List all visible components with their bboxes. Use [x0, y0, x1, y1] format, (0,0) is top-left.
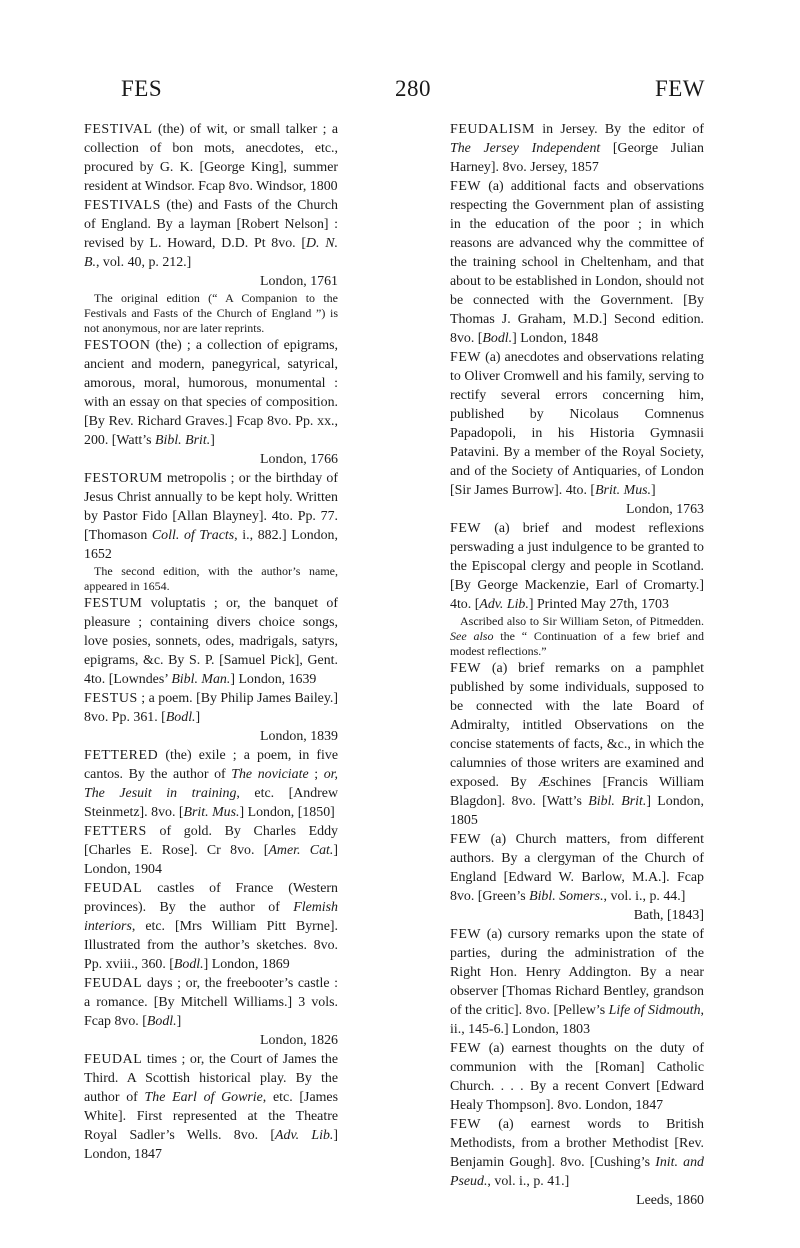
bibliography-entry: FESTUM voluptatis ; or, the banquet of pleasure ; containing divers choice songs, love posies, sonnets, odes, madrigals, satyrs, epigrams, &c. By S. P. [Samuel Pick], Gent. 4to. [Lowndes’ Bibl. Man.] London, 1639: [84, 596, 338, 687]
bibliography-entry: FETTERED (the) exile ; a poem, in five cantos. By the author of The noviciate ; or, The Jesuit in training, etc. [Andrew Steinmetz]. 8vo. [Brit. Mus.] London, [1850]: [84, 748, 339, 820]
bibliography-entry: FEW (a) additional facts and observations respecting the Government plan of assisting in the education of the poor ; in which reasons are advanced why the committee of the training school in Cheltenham, and that about to be established in London, should not be connected with the Government. [By Thomas J. Graham, M.D.] Second edition. 8vo. [Bodl.] London, 1848: [450, 179, 704, 346]
running-head-right: FEW: [654, 76, 705, 101]
bibliography-entry: FEW (a) brief and modest reflexions perswading a just indulgence to be granted to the Episcopal clergy and people in Scotland. [By George Mackenzie, Earl of Cromarty.] 4to. [Adv. Lib.] Printed May 27th, 1703: [450, 521, 704, 612]
entry-note: Ascribed also to Sir William Seton, of Pitmedden. See also the “ Continuation of a few brief and modest reflections.”: [450, 614, 704, 658]
bibliography-entry: FEUDAL castles of France (Western provinces). By the author of Flemish interiors, etc. [Mrs William Pitt Byrne]. Illustrated from the author’s sketches. 8vo. Pp. xviii., 360. [Bodl.] London, 1869: [84, 881, 338, 972]
entry-note: The original edition (“ A Companion to the Festivals and Fasts of the Church of England ”) is not anonymous, nor are later reprints.: [84, 291, 338, 335]
bibliography-entry: FESTIVAL (the) of wit, or small talker ; a collection of bon mots, anecdotes, etc., procured by G. K. [George King], summer resident at Windsor. Fcap 8vo. Windsor, 1800: [84, 122, 338, 194]
page-number: 280: [395, 76, 431, 101]
running-head: [121, 76, 705, 110]
bibliography-entry: FESTUS ; a poem. [By Philip James Bailey.] 8vo. Pp. 361. [Bodl.] London, 1839: [84, 691, 338, 744]
right-column: [450, 120, 704, 1210]
bibliography-entry: FEUDAL days ; or, the freebooter’s castle : a romance. [By Mitchell Williams.] 3 vols. Fcap 8vo. [Bodl.] London, 1826: [84, 976, 338, 1048]
bibliography-entry: FESTORUM metropolis ; or the birthday of Jesus Christ annually to be kept holy. Written by Pastor Fido [Allan Blayney]. 4to. Pp. 77. [Thomason Coll. of Tracts, i., 882.] London, 1652: [84, 471, 338, 562]
entry-note: The second edition, with the author’s name, appeared in 1654.: [84, 564, 338, 593]
bibliography-entry: FEW (a) brief remarks on a pamphlet published by some individuals, supposed to be connected with the late Board of Admiralty, intitled Observations on the concise statements of facts, &c., in which the calumnies of those writers are examined and exposed. By Æschines [Francis William Blagdon]. 8vo. [Watt’s Bibl. Brit.] London, 1805: [450, 661, 704, 828]
bibliography-entry: FEW (a) earnest thoughts on the duty of communion with the [Roman] Catholic Church. . . . By a recent Convert [Edward Healy Thompson]. 8vo. London, 1847: [450, 1041, 704, 1113]
bibliography-entry: FEW (a) cursory remarks upon the state of parties, during the administration of the Right Hon. Henry Addington. By a near observer [Thomas Richard Bentley, grandson of the critic]. 8vo. [Pellew’s Life of Sidmouth, ii., 145-6.] London, 1803: [450, 927, 704, 1037]
bibliography-entry: FEW (a) earnest words to British Methodists, from a brother Methodist [Rev. Benjamin Gough]. 8vo. [Cushing’s Init. and Pseud., vol. i., p. 41.] Leeds, 1860: [450, 1117, 704, 1208]
bibliography-entry: FESTIVALS (the) and Fasts of the Church of England. By a layman [Robert Nelson] : revised by L. Howard, D.D. Pt 8vo. [D. N. B., vol. 40, p. 212.] London, 1761: [84, 198, 338, 289]
bibliography-entry: FEW (a) anecdotes and observations relating to Oliver Cromwell and his family, serving to rectify several errors concerning him, published by Nicolaus Comnenus Papadopoli, in his Historia Gymnasii Patavini. By a member of the Royal Society, and of the Society of Antiquaries, of London [Sir James Burrow]. 4to. [Brit. Mus.] London, 1763: [450, 350, 704, 517]
bibliography-entry: FEW (a) Church matters, from different authors. By a clergyman of the Church of England [Edward W. Barlow, M.A.]. Fcap 8vo. [Green’s Bibl. Somers., vol. i., p. 44.] Bath, [1843]: [450, 832, 704, 923]
bibliography-entry: FEUDAL times ; or, the Court of James the Third. A Scottish historical play. By the author of The Earl of Gowrie, etc. [James White]. First represented at the Theatre Royal Sadler’s Wells. 8vo. [Adv. Lib.] London, 1847: [84, 1052, 338, 1162]
bibliography-entry: FETTERS of gold. By Charles Eddy [Charles E. Rose]. Cr 8vo. [Amer. Cat.] London, 1904: [84, 824, 338, 877]
bibliography-entry: FESTOON (the) ; a collection of epigrams, ancient and modern, panegyrical, satyrical, amorous, moral, humorous, monumental : with an essay on that species of composition. [By Rev. Richard Graves.] Fcap 8vo. Pp. xx., 200. [Watt’s Bibl. Brit.] London, 1766: [84, 338, 338, 467]
running-head-left: FES: [121, 76, 163, 101]
bibliography-entry: FEUDALISM in Jersey. By the editor of The Jersey Independent [George Julian Harney]. 8vo. Jersey, 1857: [450, 122, 704, 175]
left-column: [84, 120, 338, 1164]
